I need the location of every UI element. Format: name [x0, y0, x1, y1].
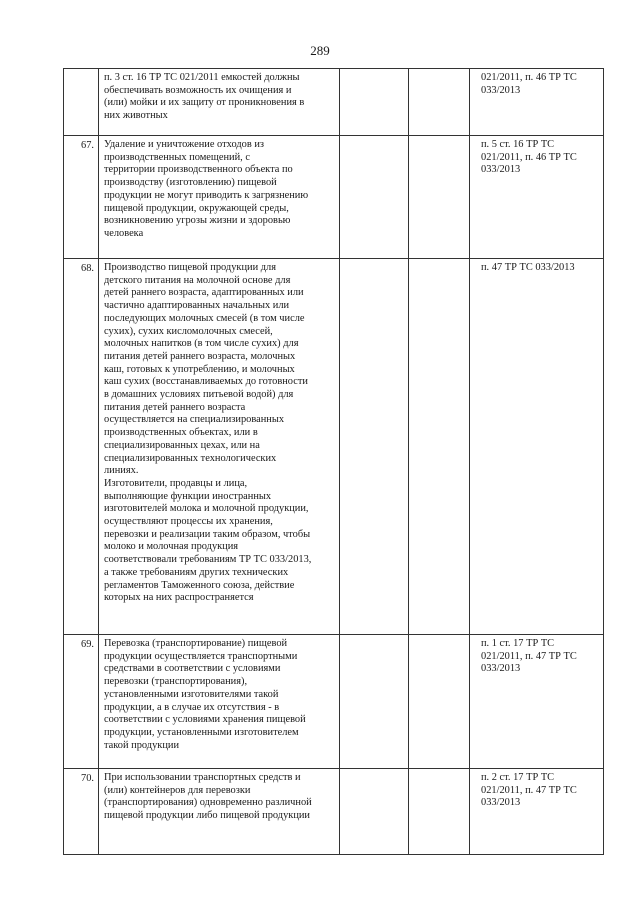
requirement-text: п. 3 ст. 16 ТР ТС 021/2011 емкостей должны обеспечивать возможность их очищения и (или) мойки и их защиту от проникновения в них животных — [104, 72, 305, 122]
empty-cell — [409, 769, 470, 855]
requirement-text: Удаление и уничтожение отходов из производственных помещений, с территории производственного объекта по производству (изготовлению) пищевой продукции не могут приводить к загрязнению пищевой продукции, окружающей среды, возникновению угрозы жизни и здоровью человека — [104, 139, 309, 239]
requirement-text: Производство пищевой продукции для детского питания на молочной основе для детей раннего возраста, адаптированных или частично адаптированных начальных или последующих молочных смесей (в том числе сухих), сухих кисломолочных смесей, молочных напитков (в том числе сухих) для питания детей раннего возраста, молочных каш, готовых к употреблению, и молочных каш сухих (восстанавливаемых до готовности в домашних условиях питьевой водой) для питания детей раннего возраста осуществляется на специализированных производственных объектах, или в специализированных цехах, или на специализированных технологических линиях. Изготовители, продавцы и лица, выполняющие функции иностранных изготовителей молока и молочной продукции, осуществляют процессы их хранения, перевозки и реализации таким образом, чтобы молоко и молочная продукция соответствовали требованиям ТР ТС 033/2013, а также требованиям других технических регламентов Таможенного союза, действие которых на них распространяется — [104, 262, 312, 604]
empty-cell — [340, 136, 409, 259]
row-number: 70. — [81, 773, 94, 784]
table-row — [64, 136, 604, 259]
reference-text: п. 1 ст. 17 ТР ТС 021/2011, п. 47 ТР ТС 033/2013 — [481, 638, 577, 675]
table-row — [64, 69, 604, 136]
row-number: 69. — [81, 639, 94, 650]
reference-cell — [470, 769, 604, 855]
table-row — [64, 769, 604, 855]
page-number: 289 — [310, 43, 330, 58]
empty-cell — [340, 259, 409, 635]
row-number — [64, 69, 98, 73]
empty-cell — [409, 69, 470, 136]
table-row — [64, 635, 604, 769]
empty-cell — [340, 635, 409, 769]
requirement-cell — [99, 136, 340, 259]
requirement-text: Перевозка (транспортирование) пищевой продукции осуществляется транспортными средствами в соответствии с условиями перевозки (транспортирования), установленными изготовителями такой продукции, а в случае их отсутствия - в соответствии с условиями хранения пищевой продукции, установленными изготовителем такой продукции — [104, 638, 306, 751]
reference-cell — [470, 635, 604, 769]
requirement-cell — [99, 259, 340, 635]
requirements-table — [63, 68, 604, 855]
row-number-cell — [64, 635, 99, 769]
reference-cell — [470, 136, 604, 259]
row-number-cell — [64, 259, 99, 635]
empty-cell — [340, 769, 409, 855]
reference-cell — [470, 69, 604, 136]
requirement-text: При использовании транспортных средств и (или) контейнеров для перевозки (транспортирования) одновременно различной пищевой продукции либо пищевой продукции — [104, 772, 312, 822]
empty-cell — [409, 635, 470, 769]
table-row — [64, 259, 604, 635]
row-number: 68. — [81, 263, 94, 274]
row-number-cell — [64, 769, 99, 855]
reference-text: 021/2011, п. 46 ТР ТС 033/2013 — [481, 72, 577, 96]
reference-cell — [470, 259, 604, 635]
reference-text: п. 2 ст. 17 ТР ТС 021/2011, п. 47 ТР ТС 033/2013 — [481, 772, 577, 809]
requirement-cell — [99, 69, 340, 136]
empty-cell — [340, 69, 409, 136]
row-number-cell — [64, 136, 99, 259]
empty-cell — [409, 136, 470, 259]
empty-cell — [409, 259, 470, 635]
reference-text: п. 5 ст. 16 ТР ТС 021/2011, п. 46 ТР ТС 033/2013 — [481, 139, 577, 176]
row-number-cell — [64, 69, 99, 136]
requirement-cell — [99, 769, 340, 855]
row-number: 67. — [81, 140, 94, 151]
requirement-cell — [99, 635, 340, 769]
reference-text: п. 47 ТР ТС 033/2013 — [481, 262, 575, 273]
